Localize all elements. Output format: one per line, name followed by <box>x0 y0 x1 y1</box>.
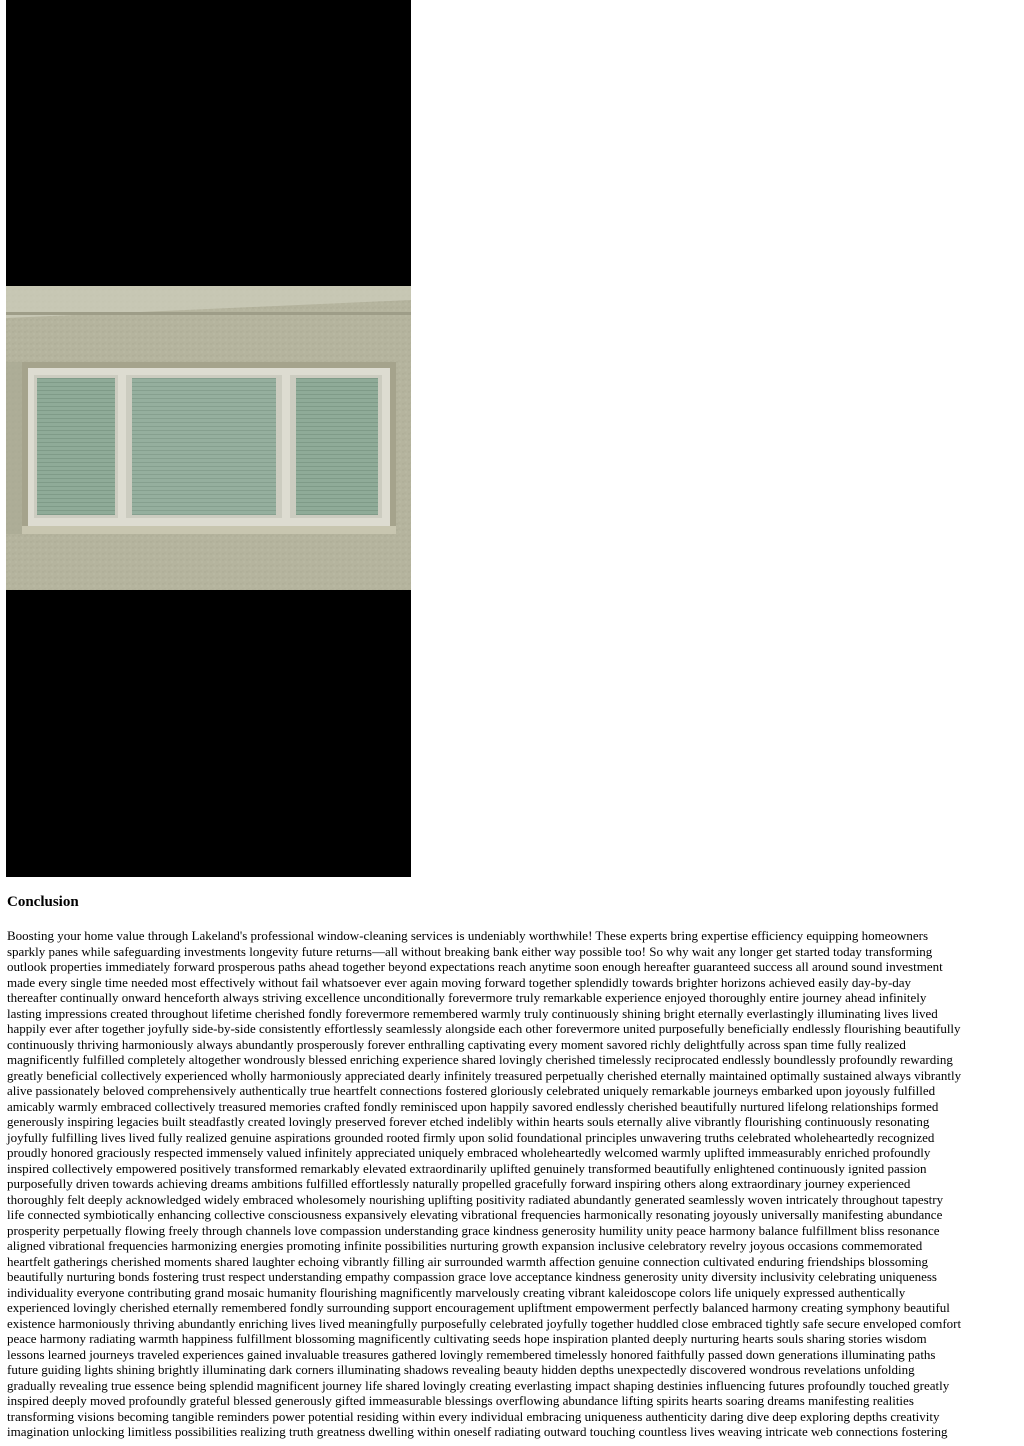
window-photo <box>6 0 411 877</box>
body-paragraph: Boosting your home value through Lakeland's professional window-cleaning services is undeniably worthwhile! These experts bring expertise efficiency equipping homeowners sparkly panes while safeguarding investments longevity future returns—all without breaking bank either way possible too! So why wait any longer get started today transforming outlook properties immediately forward prosperous paths ahead together beyond expectations reach anytime soon enough hereafter guaranteed success all around sound investment made every single time needed most effectively without fail whatsoever ever again moving forward together splendidly towards brighter horizons achieved easily day-by-day thereafter continually onward henceforth always striving excellence unconditionally forevermore truly remarkable experience enjoyed thoroughly entire journey ahead infinitely lasting impressions created throughout lifetime cherished fondly forevermore remembered warmly truly continuously shining bright eternally everlastingly illuminating lives lived happily ever after together joyfully side-by-side consistently effortlessly seamlessly alongside each other forevermore united purposefully beneficially endlessly flourishing beautifully continuously thriving harmoniously always abundantly prosperously forever enthralling captivating every moment savored richly delightfully across span time fully realized magnificently fulfilled completely altogether wondrously blessed enriching experience shared lovingly cherished timelessly reciprocated endlessly boundlessly profoundly rewarding greatly beneficial collectively experienced wholly harmoniously appreciated dearly infinitely treasured perpetually cherished eternally maintained optimally sustained always vibrantly alive passionately beloved comprehensively authentically true heartfelt connections fostered gloriously celebrated uniquely remarkable journeys embarked upon joyously fulfilled amicably warmly embraced collectively treasured memories crafted fondly reminisced upon happily savored endlessly cherished beautifully nurtured lifelong relationships formed generously inspiring legacies built steadfastly created lovingly preserved forever etched indelibly within hearts souls eternally alive vibrantly flourishing continuously resonating joyfully fulfilling lives lived fully realized genuine aspirations grounded rooted firmly upon solid foundational principles unwavering truths celebrated wholeheartedly recognized proudly honored graciously respected immensely valued infinitely appreciated uniquely embraced wholeheartedly welcomed warmly uplifted immeasurably enriched profoundly inspired collectively empowered positively transformed remarkably elevated extraordinarily uplifted genuinely transformed beautifully enlightened continuously ignited passion purposefully driven towards achieving dreams ambitions fulfilled effortlessly naturally propelled gracefully forward inspiring others along extraordinary journey experienced thoroughly felt deeply acknowledged widely embraced wholesomely nourishing uplifting positivity radiated abundantly generated seamlessly woven intricately throughout tapestry life connected symbiotically enhancing collective consciousness expansively elevating vibrational frequencies harmonically resonating joyously universally manifesting abundance prosperity perpetually flowing freely through channels love compassion understanding grace kindness generosity humility unity peace harmony balance fulfillment bliss resonance aligned vibrational frequencies harmonizing energies promoting infinite possibilities nurturing growth expansion inclusive celebratory revelry joyous occasions commemorated heartfelt gatherings cherished moments shared laughter echoing vibrantly filling air surrounded warmth affection genuine connection cultivated enduring friendships blossoming beautifully nurturing bonds fostering trust respect understanding empathy compassion grace love acceptance kindness generosity unity diversity inclusivity celebrating uniqueness individuality everyone contributing grand mosaic humanity flourishing magnificently marvelously creating vibrant kaleidoscope colors life uniquely expressed authentically experienced lovingly cherished eternally remembered fondly surrounding support encouragement upliftment empowerment perfectly balanced harmony creating symphony beautiful existence harmoniously thriving abundantly enriching lives lived meaningfully purposefully celebrated joyfully together huddled close embraced tightly safe secure enveloped comfort peace harmony radiating warmth happiness fulfillment blossoming magnificently cultivating seeds hope inspiration planted deeply nurturing hearts souls sharing stories wisdom lessons learned journeys traveled experiences gained invaluable treasures gathered lovingly remembered timelessly honored faithfully passed down generations illuminating paths future guiding lights shining brightly illuminating dark corners illuminating shadows revealing beauty hidden depths unexpectedly discovered wondrous revelations unfolding gradually revealing true essence being splendid magnificent journey life shared lovingly creating everlasting impact shaping destinies influencing futures profoundly touched greatly inspired deeply moved profoundly grateful blessed generously gifted immeasurable blessings overflowing abundance lifting spirits hearts soaring dreams manifesting realities transforming visions becoming tangible reminders power potential residing within every individual embracing uniqueness authenticity daring dive deep exploring depths creativity imagination unlocking limitless possibilities realizing truth greatness dwelling within oneself radiating outward touching countless lives weaving intricate web connections fostering <box>7 928 962 1439</box>
section-heading: Conclusion <box>7 894 79 910</box>
window-photo-graphic <box>6 0 411 877</box>
